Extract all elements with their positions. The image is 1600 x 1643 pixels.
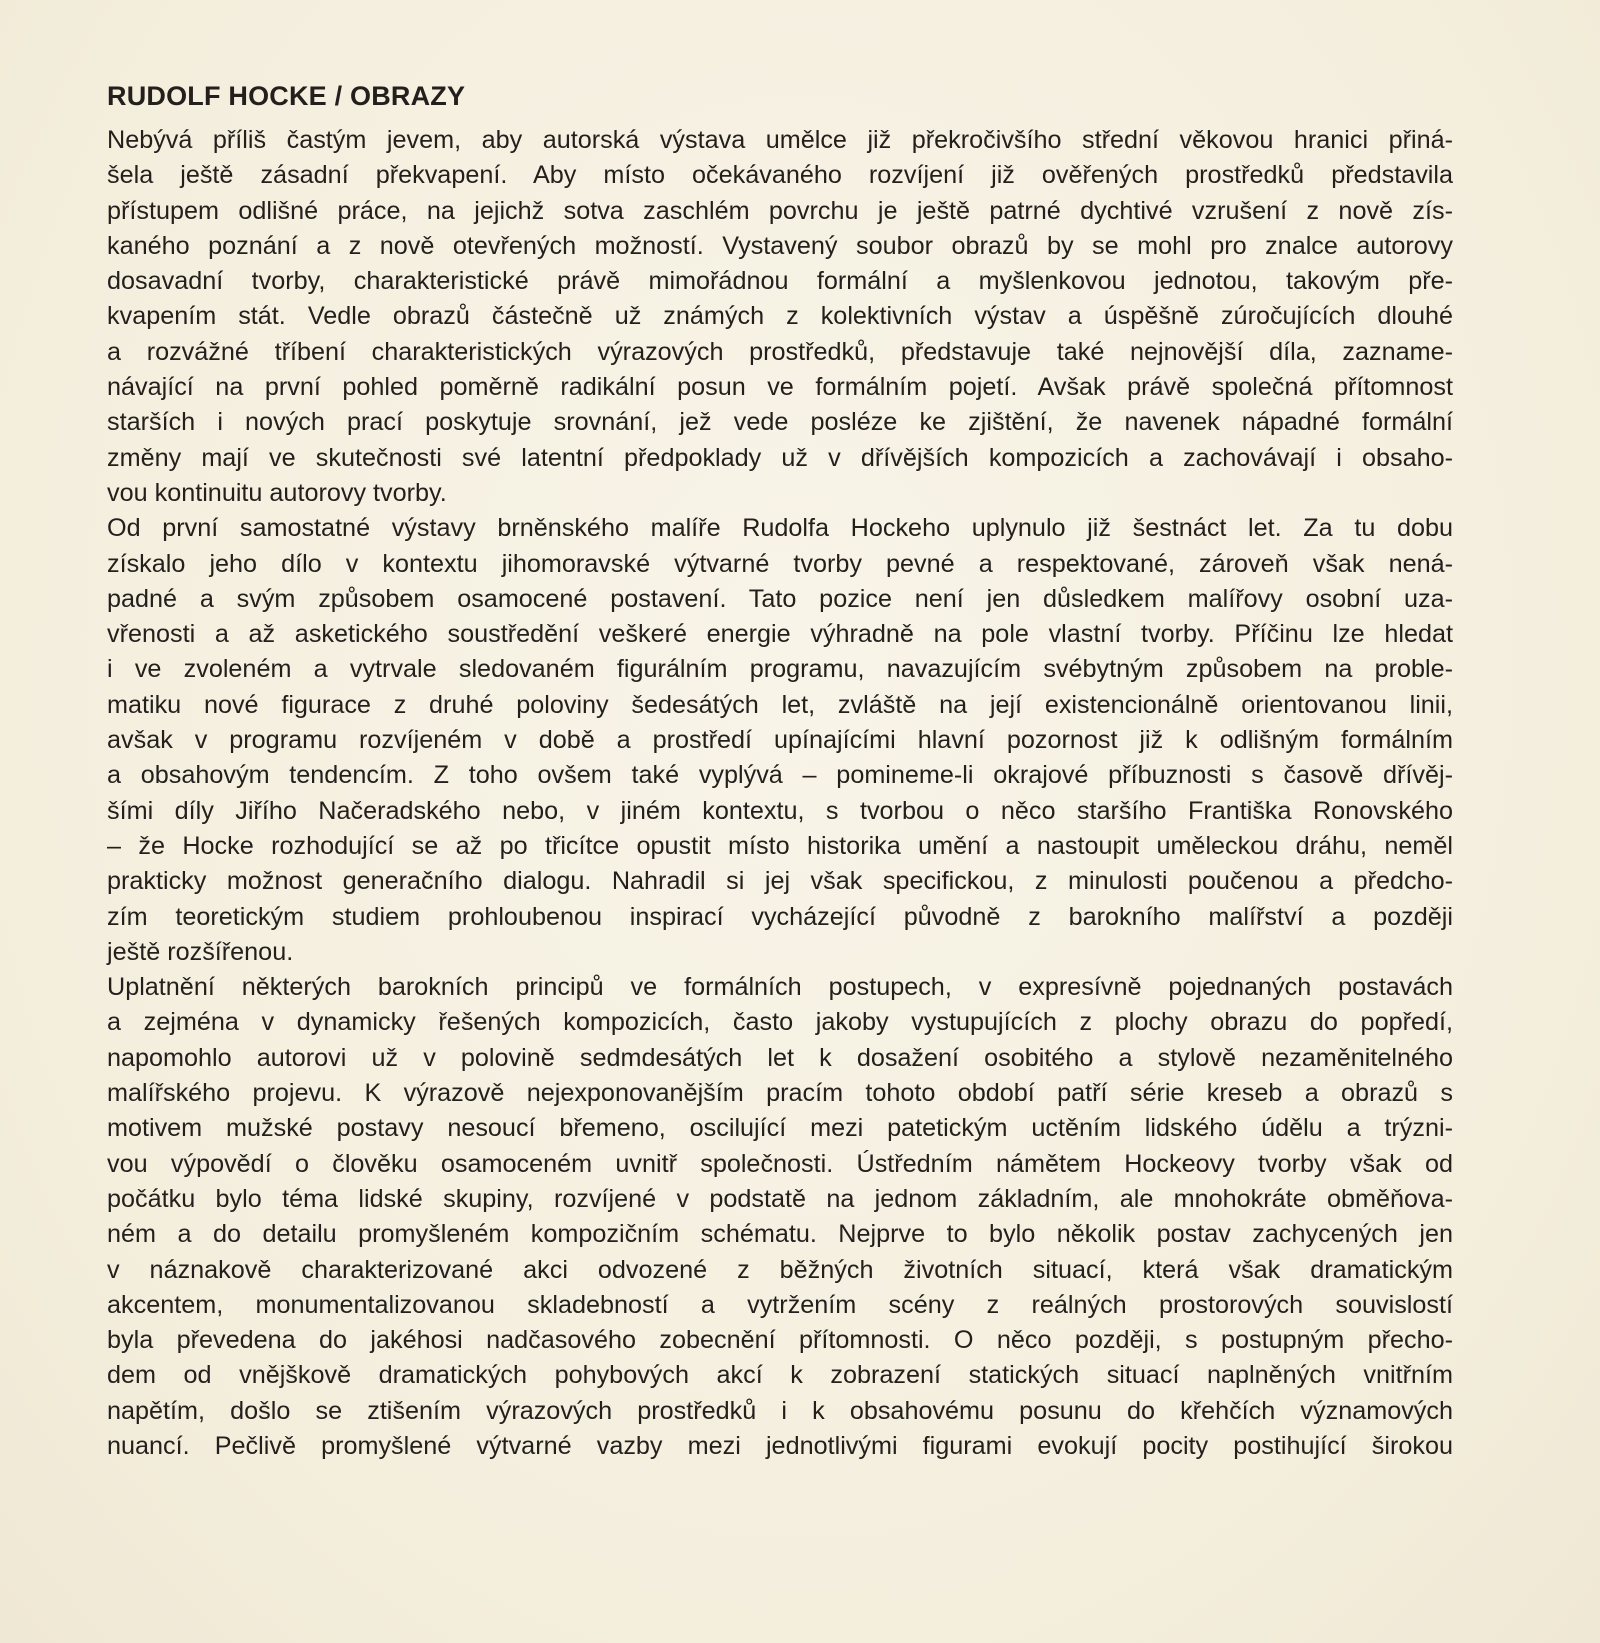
text-line: v náznakově charakterizované akci odvozené z běžných životních situací, která však dramatickým (107, 1255, 1453, 1284)
text-line: zím teoretickým studiem prohloubenou inspirací vycházející původně z barokního malířství a později (107, 902, 1453, 931)
text-line: Uplatnění některých barokních principů ve formálních postupech, v expresívně pojednaných postavách (107, 973, 1453, 1002)
text-line: napětím, došlo se ztišením výrazových prostředků i k obsahovému posunu do křehčích významových (107, 1396, 1453, 1425)
text-line: starších i nových prací poskytuje srovnání, jež vede posléze ke zjištění, že navenek nápadné formální (107, 408, 1453, 437)
text-line: padné a svým způsobem osamocené postavení. Tato pozice není jen důsledkem malířovy osobní uza- (107, 584, 1453, 613)
text-line: změny mají ve skutečnosti své latentní předpoklady už v dřívějších kompozicích a zachovávají i obsaho- (107, 443, 1453, 472)
text-line: i ve zvoleném a vytrvale sledovaném figurálním programu, navazujícím svébytným způsobem na proble- (107, 655, 1453, 684)
text-line: dem od vnějškově dramatických pohybových akcí k zobrazení statických situací naplněných vnitřním (107, 1361, 1453, 1390)
text-line: a zejména v dynamicky řešených kompozicích, často jakoby vystupujících z plochy obrazu do popředí, (107, 1008, 1453, 1037)
text-line: šími díly Jiřího Načeradského nebo, v jiném kontextu, s tvorbou o něco staršího Františka Ronovského (107, 796, 1453, 825)
paragraph-2 (107, 511, 1453, 970)
text-line: přístupem odlišné práce, na jejichž sotva zaschlém povrchu je ještě patrné dychtivé vzrušení z nově zís- (107, 196, 1453, 225)
text-line: kaného poznání a z nově otevřených možností. Vystavený soubor obrazů by se mohl pro znalce autorovy (107, 231, 1453, 260)
text-line: malířského projevu. K výrazově nejexponovanějším pracím tohoto období patří série kreseb a obrazů s (107, 1079, 1453, 1108)
text-line: Nebývá příliš častým jevem, aby autorská výstava umělce již překročivšího střední věkovou hranici přiná- (107, 126, 1453, 154)
text-line: prakticky možnost generačního dialogu. Nahradil si jej však specifickou, z minulosti poučenou a předcho- (107, 867, 1453, 896)
text-line: ném a do detailu promyšleném kompozičním schématu. Nejprve to bylo několik postav zachycených jen (107, 1220, 1453, 1249)
text-line: nuancí. Pečlivě promyšlené výtvarné vazby mezi jednotlivými figurami evokují pocity postihující širokou (107, 1431, 1453, 1460)
article (107, 76, 1453, 1464)
text-line: počátku bylo téma lidské skupiny, rozvíjené v podstatě na jednom základním, ale mnohokráte obměňova- (107, 1184, 1453, 1213)
text-line: získalo jeho dílo v kontextu jihomoravské výtvarné tvorby pevné a respektované, zároveň však nená- (107, 549, 1453, 578)
page-title: RUDOLF HOCKE / OBRAZY (107, 81, 466, 111)
text-line: šela ještě zásadní překvapení. Aby místo očekávaného rozvíjení již ověřených prostředků představila (107, 161, 1453, 190)
paragraph-1 (107, 123, 1453, 511)
text-line: Od první samostatné výstavy brněnského malíře Rudolfa Hockeho uplynulo již šestnáct let. Za tu dobu (107, 514, 1453, 543)
text-line: napomohlo autorovi už v polovině sedmdesátých let k dosažení osobitého a stylově nezaměnitelného (107, 1043, 1453, 1072)
text-line: – že Hocke rozhodující se až po třicítce opustit místo historika umění a nastoupit uměleckou dráhu, neměl (107, 831, 1453, 860)
text-line: vou výpovědí o člověku osamoceném uvnitř společnosti. Ústředním námětem Hockeovy tvorby však od (107, 1149, 1453, 1178)
text-line: návající na první pohled poměrně radikální posun ve formálním pojetí. Avšak právě společná přítomnost (107, 373, 1453, 402)
text-line: byla převedena do jakéhosi nadčasového zobecnění přítomnosti. O něco později, s postupným přecho- (107, 1326, 1453, 1355)
paragraph-3 (107, 970, 1453, 1464)
text-line: matiku nové figurace z druhé poloviny šedesátých let, zvláště na její existencionálně orientovanou linii, (107, 690, 1453, 719)
text-line: motivem mužské postavy nesoucí břemeno, oscilující mezi patetickým uctěním lidského údělu a trýzni- (107, 1114, 1453, 1143)
text-line: a obsahovým tendencím. Z toho ovšem také vyplývá – pomineme-li okrajové příbuznosti s časově dřívěj- (107, 761, 1453, 790)
text-line: akcentem, monumentalizovanou skladebností a vytržením scény z reálných prostorových souvislostí (107, 1290, 1453, 1319)
text-line: kvapením stát. Vedle obrazů částečně už známých z kolektivních výstav a úspěšně zúročujících dlouhé (107, 302, 1453, 331)
text-line: dosavadní tvorby, charakteristické právě mimořádnou formální a myšlenkovou jednotou, takovým pře- (107, 267, 1453, 296)
text-line: ještě rozšířenou. (107, 937, 294, 966)
text-line: vou kontinuitu autorovy tvorby. (107, 478, 447, 507)
text-line: vřenosti a až asketického soustředění veškeré energie výhradně na pole vlastní tvorby. Příčinu lze hledat (107, 620, 1453, 649)
text-line: avšak v programu rozvíjeném v době a prostředí upínajícími hlavní pozornost již k odlišným formálním (107, 726, 1453, 755)
text-line: a rozvážné tříbení charakteristických výrazových prostředků, představuje také nejnovější díla, zazname- (107, 337, 1453, 366)
